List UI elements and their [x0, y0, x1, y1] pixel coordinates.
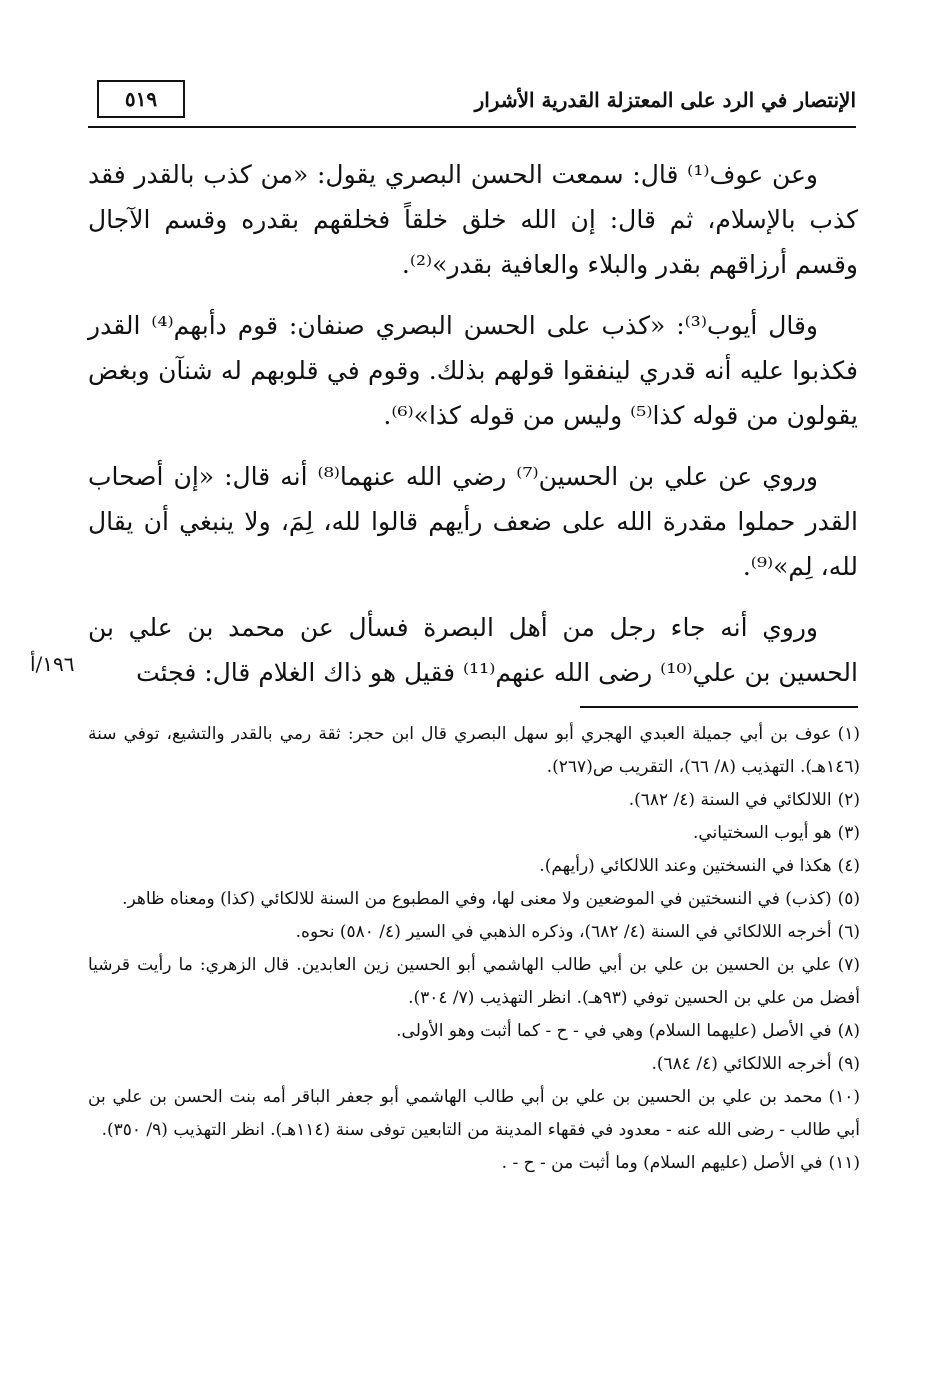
- footnote-number: (١١): [828, 1153, 860, 1173]
- footnotes: [88, 718, 860, 1180]
- footnote: [88, 817, 860, 850]
- footnote: [88, 916, 860, 949]
- header-rule: [88, 126, 856, 128]
- footnote-number: (٣): [837, 823, 860, 843]
- footnote-text: عوف بن أبي جميلة العبدي الهجري أبو سهل البصري قال ابن حجر: ثقة رمي بالقدر والتشيع، توفي سنة (١٤٦هـ). التهذيب (٨/ ٦٦)، التقريب ص(٢٦٧).: [88, 724, 860, 777]
- footnote-number: (١٠): [828, 1087, 860, 1107]
- footnote-number: (٩): [837, 1054, 860, 1074]
- footnote: [88, 949, 860, 1015]
- footnote-text: علي بن الحسين بن علي بن أبي طالب الهاشمي أبو الحسين زين العابدين. قال الزهري: ما رأيت قرشيا أفضل من علي بن الحسين توفي (٩٣هـ). انظر التهذيب (٧/ ٣٠٤).: [88, 955, 860, 1008]
- footnote-text: هكذا في النسختين وعند اللالكائي (رأيهم).: [539, 856, 832, 876]
- footnote-number: (٦): [837, 922, 860, 942]
- footnote: [88, 883, 860, 916]
- paragraph-2: وقال أيوب⁽³⁾: «كذب على الحسن البصري صنفان: قوم دأبهم⁽⁴⁾ القدر فكذبوا عليه أنه قدري لينفقوا قولهم بذلك. وقوم في قلوبهم له شنآن وبغض يقولون من قوله كذا⁽⁵⁾ وليس من قوله كذا»⁽⁶⁾.: [88, 311, 858, 430]
- footnote: [88, 1081, 860, 1147]
- footnote-text: هو أيوب السختياني.: [692, 823, 832, 843]
- footnote: [88, 1015, 860, 1048]
- footnote-number: (١): [837, 724, 860, 744]
- footnote: [88, 1147, 860, 1180]
- footnote-number: (٨): [837, 1021, 860, 1041]
- footnote-number: (٧): [837, 955, 860, 975]
- footnote-text: اللالكائي في السنة (٤/ ٦٨٢).: [628, 790, 832, 810]
- paragraph-3: وروي عن علي بن الحسين⁽⁷⁾ رضي الله عنهما⁽⁸⁾ أنه قال: «إن أصحاب القدر حملوا مقدرة الله على ضعف رأيهم قالوا لله، لِمَ، ولا ينبغي أن يقال لله، لِم»⁽⁹⁾.: [88, 462, 858, 581]
- page-number: ٥١٩: [97, 80, 185, 118]
- footnote-text: أخرجه اللالكائي (٤/ ٦٨٤).: [651, 1054, 832, 1074]
- footnote: [88, 1048, 860, 1081]
- running-header-title: الإنتصار في الرد على المعتزلة القدرية الأشرار: [474, 88, 856, 112]
- footnote: [88, 850, 860, 883]
- footnote: [88, 784, 860, 817]
- footnote-number: (٤): [837, 856, 860, 876]
- footnote-text: في الأصل (عليهم السلام) وما أثبت من - ح - .: [501, 1153, 823, 1173]
- footnote: [88, 718, 860, 784]
- footnote-separator: [580, 706, 858, 708]
- footnote-text: في الأصل (عليهما السلام) وهي في - ح - كما أثبت وهو الأولى.: [396, 1021, 832, 1041]
- footnote-number: (٥): [837, 889, 860, 909]
- main-text: [88, 152, 858, 711]
- manuscript-folio-note: ١٩٦/أ: [30, 652, 75, 676]
- footnote-text: أخرجه اللالكائي في السنة (٤/ ٦٨٢)، وذكره الذهبي في السير (٤/ ٥٨٠) نحوه.: [295, 922, 832, 942]
- paragraph-1: وعن عوف⁽¹⁾ قال: سمعت الحسن البصري يقول: «من كذب بالقدر فقد كذب بالإسلام، ثم قال: إن الله خلق خلقاً فخلقهم بقدره وقسم الآجال وقسم أرزاقهم بقدر والبلاء والعافية بقدر»⁽²⁾.: [88, 160, 858, 279]
- footnote-text: محمد بن علي بن الحسين بن علي بن أبي طالب الهاشمي أبو جعفر الباقر أمه بنت الحسن بن علي بن أبي طالب - رضى الله عنه - معدود في فقهاء المدينة من التابعين توفى سنة (١١٤هـ). انظر التهذيب (٩/ ٣٥٠).: [88, 1087, 860, 1140]
- footnote-text: (كذب) في النسختين في الموضعين ولا معنى لها، وفي المطبوع من السنة للالكائي (كذا) ومعناه ظاهر.: [122, 889, 832, 909]
- footnote-number: (٢): [837, 790, 860, 810]
- paragraph-4: وروي أنه جاء رجل من أهل البصرة فسأل عن محمد بن علي بن الحسين بن علي⁽¹⁰⁾ رضى الله عنهم⁽¹¹⁾ فقيل هو ذاك الغلام قال: فجئت: [88, 613, 858, 687]
